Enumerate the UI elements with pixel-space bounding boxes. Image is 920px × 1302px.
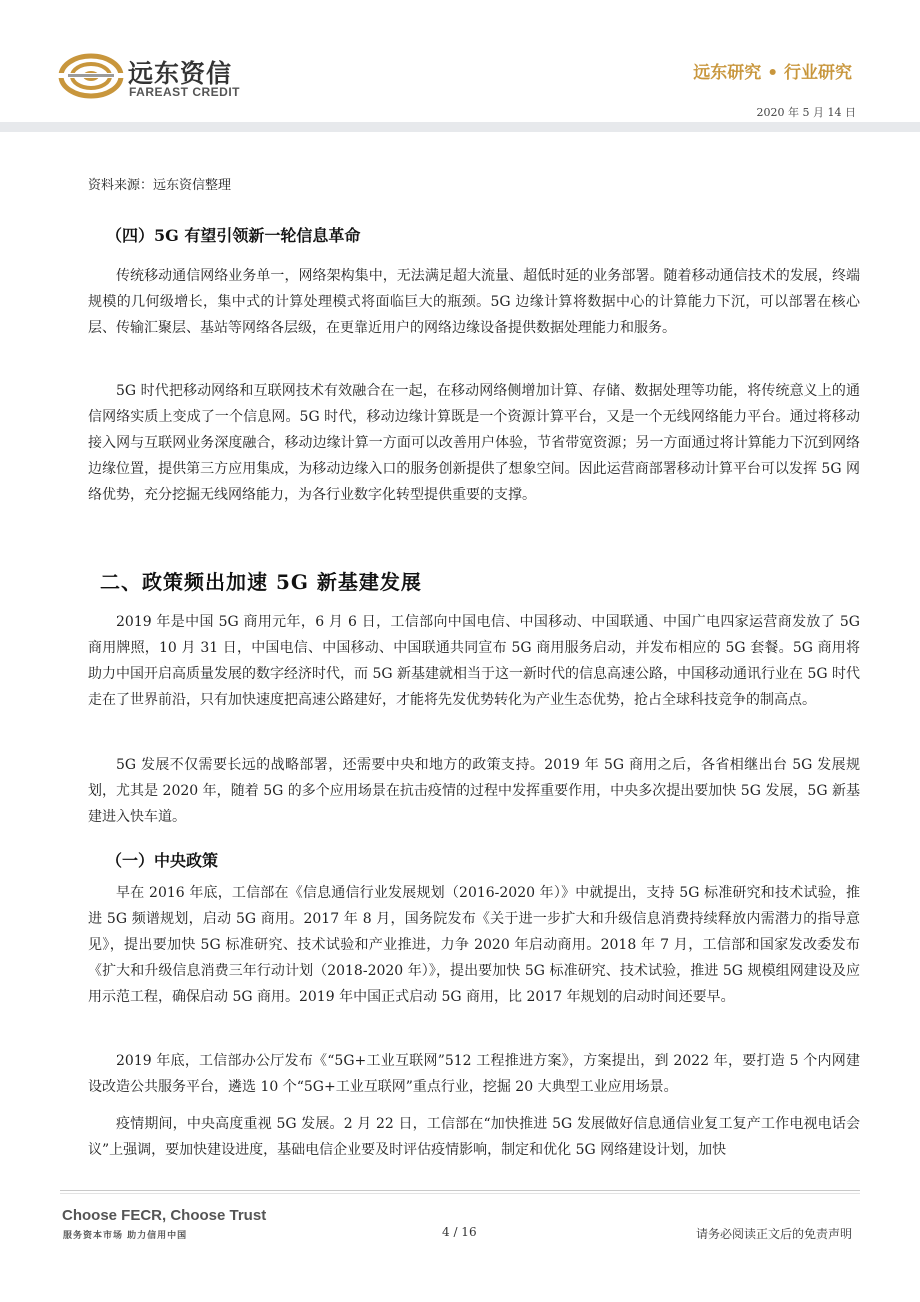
section-4-heading: （四）5G 有望引领新一轮信息革命 (106, 226, 361, 245)
footer-divider-secondary (60, 1193, 860, 1194)
report-date: 2020 年 5 月 14 日 (756, 106, 856, 119)
footer-disclaimer: 请务必阅读正文后的免责声明 (695, 1227, 852, 1241)
paragraph-central-policy-history: 早在 2016 年底，工信部在《信息通信行业发展规划（2016-2020 年）》中就提出，支持 5G 标准研究和技术试验，推进 5G 频谱规划，启动 5G 商用。2017 年 8 月，国务院发布《关于进一步扩大和升级信息消费持续释放内需潜力的指导意见》，提出要加快 5G 标准研究、技术试验和产业推进，力争 2020 年启动商用。2018 年 7 月，工信部和国家发改委发布《扩大和升级信息消费三年行动计划（2018-2020 年）》，提出要加快 5G 标准研究、技术试验，推进 5G 规模组网建设及应用示范工程，确保启动 5G 商用。2019 年中国正式启动 5G 商用，比 2017 年规划的启动时间还要早。 (88, 885, 860, 1005)
source-note: 资料来源：远东资信整理 (88, 178, 232, 193)
fareast-logo-icon (58, 52, 124, 100)
paragraph-512-project: 2019 年底，工信部办公厅发布《“5G+工业互联网”512 工程推进方案》，方案提出，到 2022 年，要打造 5 个内网建设改造公共服务平台，遴选 10 个“5G+工业互联网”重点行业，挖掘 20 大典型工业应用场景。 (88, 1053, 860, 1095)
report-series-title: 远东研究 • 行业研究 (693, 63, 852, 83)
section-1-heading: （一）中央政策 (106, 851, 219, 870)
paragraph-5g-commercial-year: 2019 年是中国 5G 商用元年，6 月 6 日，工信部向中国电信、中国移动、中国联通、中国广电四家运营商发放了 5G 商用牌照，10 月 31 日，中国电信、中国移动、中国联通共同宣布 5G 商用服务启动，并发布相应的 5G 套餐。5G 商用将助力中国开启高质量发展的数字经济时代，而 5G 新基建就相当于这一新时代的信息高速公路，中国移动通讯行业在 5G 时代走在了世界前沿，只有加快速度把高速公路建好，才能将先发优势转化为产业生态优势，抢占全球科技竞争的制高点。 (88, 614, 860, 708)
paragraph-5g-era: 5G 时代把移动网络和互联网技术有效融合在一起，在移动网络侧增加计算、存储、数据处理等功能，将传统意义上的通信网络实质上变成了一个信息网。5G 时代，移动边缘计算既是一个资源计算平台，又是一个无线网络能力平台。通过将移动接入网与互联网业务深度融合，移动边缘计算一方面可以改善用户体验，节省带宽资源；另一方面通过将计算能力下沉到网络边缘位置，提供第三方应用集成，为移动边缘入口的服务创新提供了想象空间。因此运营商部署移动计算平台可以发挥 5G 网络优势，充分挖掘无线网络能力，为各行业数字化转型提供重要的支撑。 (88, 383, 860, 503)
footer-slogan-english: Choose FECR, Choose Trust (62, 1207, 267, 1224)
footer-divider (60, 1190, 860, 1191)
footer-slogan-chinese: 服务资本市场 助力信用中国 (63, 1231, 188, 1241)
chapter-2-heading: 二、政策频出加速 5G 新基建发展 (100, 570, 422, 594)
paragraph-epidemic-period: 疫情期间，中央高度重视 5G 发展。2 月 22 日，工信部在“加快推进 5G 发展做好信息通信业复工复产工作电视电话会议”上强调，要加快建设进度，基础电信企业要及时评估疫情影响，制定和优化 5G 网络建设计划，加快 (88, 1116, 860, 1158)
paragraph-edge-computing: 传统移动通信网络业务单一，网络架构集中，无法满足超大流量、超低时延的业务部署。随着移动通信技术的发展，终端规模的几何级增长，集中式的计算处理模式将面临巨大的瓶颈。5G 边缘计算将数据中心的计算能力下沉，可以部署在核心层、传输汇聚层、基站等网络各层级，在更靠近用户的网络边缘设备提供数据处理能力和服务。 (88, 268, 860, 336)
logo-chinese-name: 远东资信 (128, 59, 233, 88)
logo-english-name: FAREAST CREDIT (129, 85, 241, 99)
paragraph-policy-support: 5G 发展不仅需要长远的战略部署，还需要中央和地方的政策支持。2019 年 5G 商用之后，各省相继出台 5G 发展规划，尤其是 2020 年，随着 5G 的多个应用场景在抗击疫情的过程中发挥重要作用，中央多次提出要加快 5G 发展，5G 新基建进入快车道。 (88, 757, 860, 825)
page-number: 4 / 16 (442, 1225, 477, 1239)
header-divider-band (0, 122, 920, 132)
